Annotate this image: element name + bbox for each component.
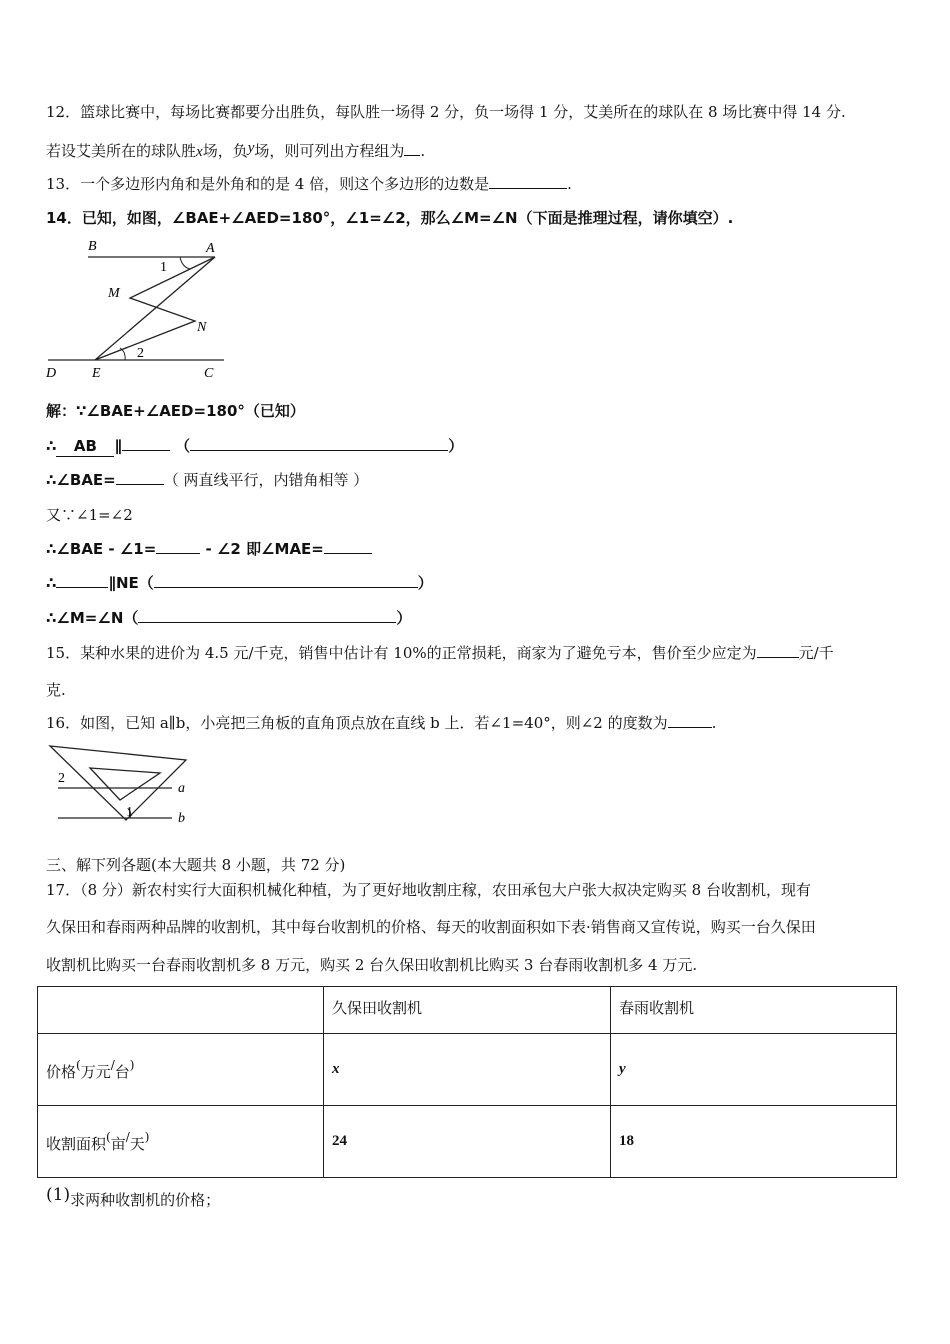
answer-blank[interactable]	[324, 539, 372, 554]
var-y: y	[247, 140, 255, 156]
q14-sol4: 又∵∠1=∠2	[46, 506, 133, 524]
answer-blank[interactable]	[404, 141, 420, 156]
therefore: ∴	[46, 437, 57, 455]
therefore: ∴	[46, 574, 57, 592]
reason-blank[interactable]	[190, 436, 448, 451]
line-ae	[95, 257, 215, 360]
label-b: b	[178, 811, 185, 826]
q17-line2: 久保田和春雨两种品牌的收割机，其中每台收割机的价格、每天的收割面积如下表·销售商又宣传说，购买一台久保田	[46, 918, 816, 936]
q12-text-c: 场，则可列出方程组为	[254, 142, 405, 160]
q17-line1: 17．（8 分）新农村实行大面积机械化种植，为了更好地收割庄稼，农田承包大户张大叔决定购买 8 台收割机，现有	[46, 881, 811, 899]
label-m: M	[108, 286, 120, 301]
q16-figure	[44, 742, 204, 832]
row-label: 价格(万元/台)	[38, 1034, 324, 1106]
q13-line	[46, 174, 572, 194]
sub1-number: (1)	[46, 1185, 71, 1205]
angle-1-arc	[180, 257, 190, 269]
paren-close: ）	[448, 437, 464, 455]
header-cell: 久保田收割机	[324, 987, 611, 1034]
label-e: E	[92, 366, 101, 380]
q16-text: 16．如图，已知 a∥b，小亮把三角板的直角顶点放在直线 b 上．若∠1=40°，则∠2 的度数为	[46, 714, 668, 732]
label-a: A	[206, 241, 215, 256]
label-2: 2	[58, 771, 65, 786]
q14-sol1: 解：∵∠BAE+∠AED=180°（已知）	[46, 402, 305, 420]
label-c: C	[204, 366, 214, 380]
header-cell	[38, 987, 324, 1034]
row-label: 收割面积(亩/天)	[38, 1106, 324, 1178]
q14-sol6	[46, 573, 433, 593]
area-label: 收割面积	[46, 1134, 107, 1153]
q16-line	[46, 713, 716, 733]
parallel-sign: ∥	[114, 437, 122, 455]
unit-tai: 台	[114, 1062, 130, 1081]
unit-mu: 亩	[110, 1134, 126, 1153]
sol3-text: ∴∠BAE=	[46, 471, 116, 489]
label-1: 1	[126, 805, 133, 820]
label-d: D	[46, 366, 57, 380]
label-n: N	[197, 320, 207, 335]
q15-text: 15．某种水果的进价为 4.5 元/千克，销售中估计有 10%的正常损耗，商家为了避免亏本，售价至少应定为	[46, 644, 757, 662]
answer-blank[interactable]	[668, 713, 712, 728]
answer-blank[interactable]	[116, 470, 164, 485]
blank-ab: AB	[56, 436, 114, 457]
label-1: 1	[160, 260, 167, 275]
q15-line1	[46, 643, 834, 663]
q14-question: 14．已知，如图，∠BAE+∠AED=180°，∠1=∠2，那么∠M=∠N（下面是推理过程，请你填空）.	[46, 209, 734, 227]
q15-unit: 元/千	[798, 644, 834, 662]
sol6-text: ∥NE（	[108, 574, 154, 592]
answer-blank[interactable]	[122, 436, 170, 451]
q15-line2: 克.	[46, 681, 66, 699]
q17-line3: 收割机比购买一台春雨收割机多 8 万元，购买 2 台久保田收割机比购买 3 台春雨收割机多 4 万元.	[46, 956, 698, 974]
section-title: 三、解下列各题(本大题共 8 小题，共 72 分)	[46, 856, 346, 874]
sol5-text-a: ∴∠BAE - ∠1=	[46, 540, 157, 558]
header-cell: 春雨收割机	[611, 987, 897, 1034]
sol5-text-b: - ∠2 即∠MAE=	[200, 540, 324, 558]
q14-sol3	[46, 470, 368, 490]
answer-blank[interactable]	[489, 174, 567, 189]
sub1-text: 求两种收割机的价格；	[70, 1191, 221, 1209]
q14-figure	[40, 235, 240, 380]
table-cell: y	[611, 1034, 897, 1106]
paren-open: （	[175, 437, 191, 455]
q12-text-b: 场，负	[202, 142, 248, 160]
q12-end: .	[420, 142, 426, 160]
sol7-text: ∴∠M=∠N（	[46, 609, 139, 627]
q14-sol5	[46, 539, 372, 559]
label-b: B	[88, 239, 97, 254]
q12-line1: 12．篮球比赛中，每场比赛都要分出胜负，每队胜一场得 2 分，负一场得 1 分，艾美所在的球队在 8 场比赛中得 14 分.	[46, 103, 846, 121]
q12-line2	[46, 138, 425, 162]
reason-blank[interactable]	[154, 573, 418, 588]
table-cell: 18	[611, 1106, 897, 1178]
table-row	[38, 1034, 897, 1106]
reason-blank[interactable]	[138, 608, 396, 623]
answer-blank[interactable]	[56, 573, 108, 588]
q16-end: .	[711, 714, 717, 732]
table-cell: 24	[324, 1106, 611, 1178]
label-a: a	[178, 781, 185, 796]
q17-sub1	[46, 1185, 220, 1210]
unit-tian: 天	[129, 1134, 145, 1153]
paren-close: ）	[396, 609, 412, 627]
q12-text-a: 若设艾美所在的球队胜	[46, 142, 197, 160]
paren-close: ）	[417, 574, 433, 592]
q14-sol2	[46, 436, 463, 457]
outer-triangle	[50, 746, 186, 820]
label-2: 2	[137, 346, 144, 361]
price-label: 价格	[46, 1062, 77, 1081]
table-cell: x	[324, 1034, 611, 1106]
answer-blank[interactable]	[156, 539, 200, 554]
table-header-row	[38, 987, 897, 1034]
answer-blank[interactable]	[757, 643, 799, 658]
q13-end: .	[567, 175, 572, 193]
q14-sol7	[46, 608, 411, 628]
price-table	[37, 986, 897, 1178]
unit-wan: 万元	[80, 1062, 111, 1081]
var-x: x	[196, 144, 203, 160]
table-row	[38, 1106, 897, 1178]
sol3-reason: （ 两直线平行，内错角相等 ）	[163, 471, 369, 489]
q13-text: 13．一个多边形内角和是外角和的是 4 倍，则这个多边形的边数是	[46, 175, 490, 193]
